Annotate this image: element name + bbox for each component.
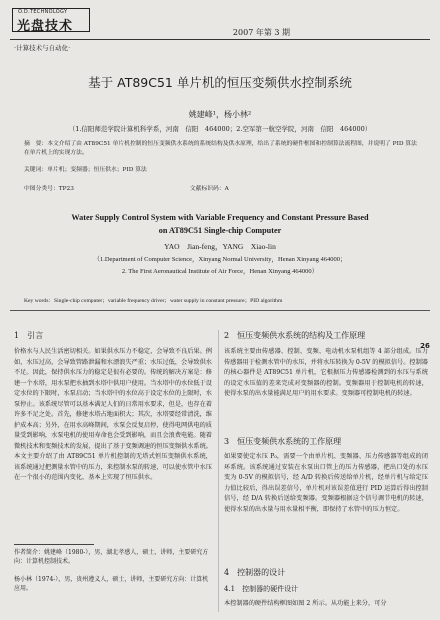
intro-paragraph: 价格水与人民生活密切相关。如果供水压力不稳定，会导致不良后果。例如，水压过高，会导致管路泄漏和水漂浪失严重；水压过低，会导致供水不足。因此，保持供水压力的稳定是很有必要的。传统的解决方案是：修建一个水塔，用水泵把水抽到水塔中供用户使用。当水塔中的水位低于设定水位的下限时，水泵启动；当水塔中的水位高于设定水位的上限时，水泵停止。该系统尽管可以基本满足人们的日常用水要求，但是，也存在着许多不足之处。首先，修建水塔占地面积大；其次，水塔要经常清洗，维护成本高；另外，在用水高峰期间，水泵会反复启停，使得电网供电的质量受到影响，水泵电机的使用寿命也会受到影响，而且会浪费电能。随着微机技术和变频技术的发展，提出了基于变频调速的恒压变频供水系统。本文主要介绍了由 AT89C51 单片机控制的无塔式恒压变频供水系统，该系统通过把测量水管中的压力，来控制水泵的转速，可以使水管中水压在一个很小的范围内变化，基本上实现了恒压供水。 (14, 348, 212, 481)
issue-label: 2007 年第 3 期 (232, 28, 290, 37)
column-divider (218, 330, 219, 612)
logo-english: O.D.TECHNOLOGY (18, 9, 68, 15)
authors-cn: 姚建峰¹，杨小林² (188, 110, 252, 119)
section-heading-4: 4 控制器的设计 (224, 568, 286, 577)
section-heading-intro: 1 引言 (14, 331, 44, 340)
page-number: 26 (420, 342, 430, 350)
affiliation-en-1: （1.Department of Computer Science，Xinyang Normal University，Henan Xinyang 464000； (93, 256, 347, 263)
abstract-cn: 摘 要：本文介绍了由 AT89C51 单片机控制的恒压变频供水系统的系统结构及供水原理，给出了系统的硬件框图和控制算法流程图，并说明了 PID 算法在单片机上的实现方法。 (24, 141, 417, 156)
footnote-divider (14, 544, 94, 545)
affiliations-cn: （1.信阳师范学院计算机科学系，河南 信阳 464000；2.空军第一航空学院，河南 信阳 464000） (68, 125, 372, 133)
abstract-divider (10, 310, 430, 311)
journal-logo (12, 8, 90, 32)
paper-title-en-line2: on AT89C51 Single-chip Computer (158, 226, 282, 235)
section-3-paragraph: 如果要使定水压 P₀，需要一个由单片机、变频器、压力传感器等组成的闭环系统。该系统通过安装在水泵出口管上的压力传感器，把出口处的水压变为 0-5V 的模拟信号，经 A/D 转换后传送给单片机，经单片机与给定压力值比较后，得出误差信号，单片机对该误差值进行 PID 运算后得出控制信号，经 D/A 转换后送给变频器。变频器根据这个信号调节电机的转速，使得水泵的出水量与用水量相平衡，即保持了水管中的压力恒定。 (224, 453, 428, 513)
section-4-1-paragraph: 本控制器的硬件结构框图如图 2 所示。从功能上来分，可分 (224, 600, 387, 607)
paper-title-en-line1: Water Supply Control System with Variable Frequency and Constant Pressure Based (71, 213, 369, 222)
author-note-1: 作者简介：姚建峰（1980-），男，湖北孝感人，硕士，讲师，主要研究方向：计算机控制技术。 (14, 549, 209, 565)
affiliations-en (0, 254, 440, 278)
section-heading-2: 2 恒压变频供水系统的结构及工作原理 (224, 331, 366, 340)
section-2-paragraph: 该系统主要由传感器、控制、变频、电动机水泵机组等 4 部分组成。压力传感器用于检测水管中的水压，并将水压转换为 0-5V 的模拟信号。控制器的核心器件是 AT89C51 单片机，它根据压力传感器检测到的水压与系统的设定水压值的差来完成对变频器的控制。变频器用于控制电机的转速，使得水泵的出水量能满足用户的用水要求。变频器可控制电机的转速。 (224, 348, 428, 397)
section-heading-3: 3 恒压变频供水系统的工作原理 (224, 437, 342, 446)
authors-en: YAO Jian-feng，YANG Xiao-lin (164, 242, 276, 251)
author-note-2: 杨小林（1974-），男，贵州遵义人，硕士，讲师，主要研究方向：计算机应用。 (14, 576, 209, 592)
journal-masthead (12, 6, 94, 34)
affiliation-en-2: 2. The First Aeronautical Institute of Air Force，Henan Xinyang 464000） (121, 268, 319, 275)
section-tag: ·计算技术与自动化· (14, 44, 71, 52)
paper-title-en (0, 211, 440, 237)
keywords-en: Key words：Single-chip computer；variable frequency driver；water supply in constant pressure；PID algorithm (24, 298, 283, 304)
keywords-cn: 关键词：单片机；变频器；恒压供水；PID 算法 (24, 167, 147, 173)
section-heading-4-1: 4.1 控制器的硬件设计 (224, 585, 299, 593)
header-divider (10, 39, 430, 40)
paper-title-cn: 基于 AT89C51 单片机的恒压变频供水控制系统 (88, 75, 352, 90)
classification-cn: 中图分类号：TP23 文献标识码：A (24, 186, 229, 192)
logo-chinese: 光盘技术 (17, 19, 74, 34)
